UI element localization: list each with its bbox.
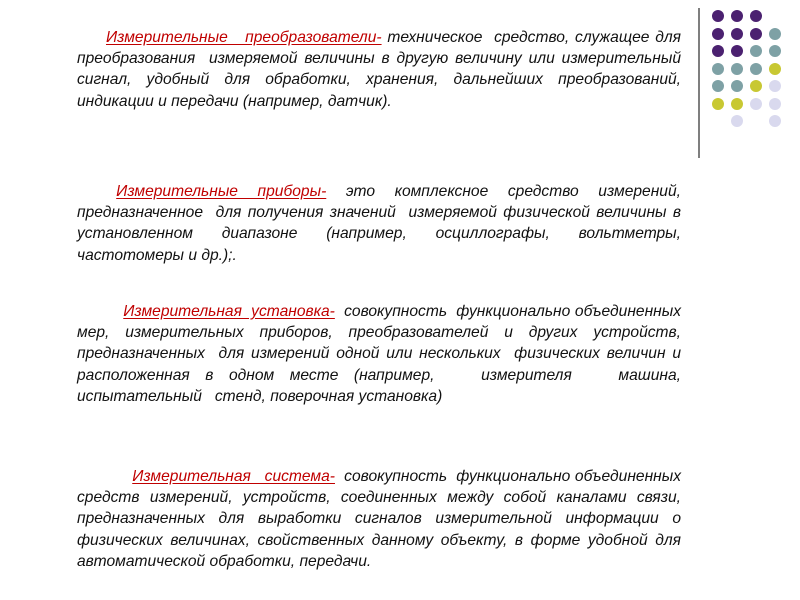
paragraph-measuring-transducers <box>77 27 686 113</box>
decorative-dot <box>712 63 724 75</box>
decorative-dot <box>731 28 743 40</box>
decorative-dot <box>750 80 762 92</box>
decorative-dot <box>750 98 762 110</box>
indent <box>77 183 116 200</box>
term-measuring-transducers: Измерительные преобразователи- <box>105 28 382 46</box>
decorative-dot <box>731 115 743 127</box>
definition-text: совокупность функционально объединенных средств измерений, устройств, соединенных между собой каналами связи, предназначенных для выработки сигналов измерительной информации о физических величинах, свойственных данному объекту, в форме удобной для автоматической обработки, передачи. <box>77 467 686 571</box>
paragraph-measuring-installation <box>77 301 694 408</box>
decorative-dot <box>712 98 724 110</box>
decorative-dot <box>731 63 743 75</box>
term-measuring-instruments: Измерительные приборы- <box>116 182 327 200</box>
indent <box>77 29 106 46</box>
decorative-dot <box>769 115 781 127</box>
decorative-dot <box>731 10 743 22</box>
decorative-dot <box>750 28 762 40</box>
term-measuring-installation: Измерительная установка- <box>123 302 335 320</box>
decorative-dot <box>769 80 781 92</box>
decorative-dot <box>769 45 781 57</box>
decorative-dot <box>750 10 762 22</box>
vertical-divider <box>698 8 700 158</box>
indent <box>77 468 132 485</box>
decorative-dot <box>712 28 724 40</box>
decorative-dot <box>712 45 724 57</box>
decorative-dot <box>750 63 762 75</box>
decorative-dot <box>769 28 781 40</box>
decorative-dot <box>750 45 762 57</box>
decorative-dot <box>769 63 781 75</box>
indent <box>77 303 123 320</box>
term-measuring-system: Измерительная система- <box>132 467 335 485</box>
paragraph-measuring-instruments <box>77 181 686 267</box>
decorative-dot <box>731 45 743 57</box>
paragraph-measuring-system <box>77 466 686 573</box>
definition-text: это комплексное средство измерений, предназначенное для получения значений измеряемой физической величины в установленном диапазоне (например, осциллографы, вольтметры, частотомеры и др.);. <box>77 182 686 264</box>
decorative-dot <box>731 98 743 110</box>
decorative-dot <box>712 10 724 22</box>
definition-text: техническое средство, служащее для преобразования измеряемой величины в другую величину или измерительный сигнал, удобный для обработки, хранения, дальнейших преобразований, индикации и передачи (например, датчик). <box>77 28 686 110</box>
decorative-dot-grid <box>712 10 796 130</box>
decorative-dot <box>712 80 724 92</box>
decorative-dot <box>731 80 743 92</box>
decorative-dot <box>769 98 781 110</box>
definition-text: совокупность функционально объединенных мер, измерительных приборов, преобразователей и других устройств, предназначенных для измерений одной или нескольких физических величин и расположенная в одном месте (например, измерителя машина, испытательный стенд, поверочная установка) <box>77 302 694 406</box>
